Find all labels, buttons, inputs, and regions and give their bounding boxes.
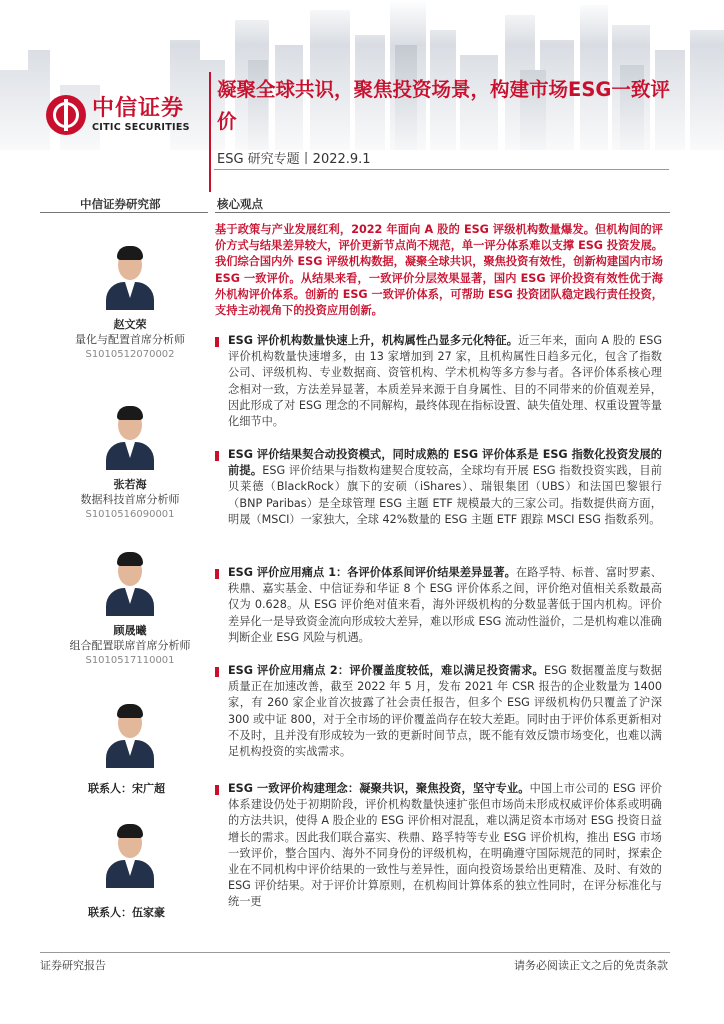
paragraph-text: 在路孚特、标普、富时罗素、秩鼎、嘉实基金、中信证券和华证 8 个 ESG 评价体系之间，评价绝对值相关系数最高仅为 0.628。从 ESG 评价绝对值来看，海外评级机构的分数显著低于国内机构。评价差异化一是导致资金流向形成较大差异，难以形成 ESG 流动性溢价，二是机构难以准确判断企业 ESG 风险与机遇。 (228, 566, 662, 644)
research-dept-heading: 中信证券研究部 (80, 197, 161, 211)
logo-english-text: CITIC SECURITIES (92, 122, 190, 133)
analyst-name: 赵文荣 (113, 318, 147, 331)
contact-photo (102, 698, 158, 768)
analyst-card (60, 400, 200, 520)
header-rule (214, 169, 669, 170)
paragraph-text: 近三年来，面向 A 股的 ESG 评价机构数量快速增多，由 13 家增加到 27 家，且机构属性日趋多元化，包含了指数公司、评级机构、专业数据商、资管机构、学术机构等多方参与者。各评价体系核心理念相对一致，方法差异显著，本质差异来源于自身属性、目的不同带来的价值观差异，因此形成了对 ESG 理念的不同解构，最终体现在指标设置、缺失值处理、权重设置等量化细节中。 (228, 334, 662, 429)
analyst-card (60, 546, 200, 666)
main-heading-rule (215, 212, 670, 213)
core-view-heading: 核心观点 (217, 197, 263, 211)
analyst-card (60, 240, 200, 360)
paragraph-lead: ESG 评价应用痛点 1：各评价体系间评价结果差异显著。 (228, 566, 516, 579)
contact-photo-card (60, 698, 200, 768)
analyst-role: 量化与配置首席分析师 (75, 333, 185, 346)
paragraph-text: ESG 评价结果与指数构建契合度较高，全球均有开展 ESG 指数投资实践，目前贝莱德（BlackRock）旗下的安硕（iShares）、瑞银集团（UBS）和法国巴黎银行（BNP Paribas）是全球管理 ESG 主题 ETF 规模最大的三家公司。指数提供商方面，明晟（MSCI）一家独大，全球 42%数量的 ESG 主题 ETF 跟踪 MSCI ESG 指数系列。 (228, 464, 662, 526)
contact-photo (102, 818, 158, 888)
paragraph-lead: ESG 评价结果契合动投资模式，同时成熟的 ESG 评价体系是 ESG 指数化投资发展的前提。 (228, 448, 662, 478)
bullet-marker (215, 451, 219, 461)
footer-rule (40, 952, 670, 953)
logo-chinese-text: 中信证券 (92, 96, 185, 121)
bullet-marker (215, 337, 219, 347)
analyst-photo (102, 546, 158, 616)
sidebar-heading-rule (40, 212, 208, 213)
citic-emblem-icon (46, 95, 86, 135)
body-paragraph-4 (228, 663, 662, 760)
contact-name: 联系人：宋广超 (88, 782, 165, 795)
paragraph-text: 中国上市公司的 ESG 评价体系建设仍处于初期阶段，评价机构数量快速扩张但市场尚未形成权威评价体系或明确的方法共识，使得 A 股企业的 ESG 评价相对混乱，难以满足资本市场对 ESG 投资日益增长的需求。因此我们联合嘉实、秩鼎、路孚特等专业 ESG 评价机构，推出 ESG 市场一致评价，整合国内、海外不同身份的评级机构，在明确遵守国际规范的同时，探索企业在不同机构中评价结果的一致性与差异性，面向投资场景给出更精准、及时、有效的 ESG 评价结果。对于评价计算原则，在机构间计算体系的独立性同时，在评分标准化与统一更 (228, 782, 663, 909)
paragraph-lead: ESG 评价机构数量快速上升，机构属性凸显多元化特征。 (228, 334, 519, 347)
analyst-photo (102, 240, 158, 310)
report-title: 凝聚全球共识，聚焦投资场景，构建市场ESG一致评价 (217, 78, 670, 133)
analyst-name: 张若海 (113, 478, 147, 491)
contact-photo-card (60, 818, 200, 888)
analyst-role: 数据科技首席分析师 (80, 493, 180, 506)
paragraph-lead: ESG 评价应用痛点 2：评价覆盖度较低，难以满足投资需求。 (228, 664, 544, 677)
body-paragraph-2 (228, 447, 662, 528)
analyst-id: S1010516090001 (85, 509, 175, 520)
bullet-marker (215, 785, 219, 795)
report-subtitle: ESG 研究专题丨2022.9.1 (217, 152, 371, 167)
citic-logo (46, 95, 190, 135)
bullet-marker (215, 569, 219, 579)
footer-disclaimer: 请务必阅读正文之后的免责条款 (514, 959, 668, 972)
summary-paragraph: 基于政策与产业发展红利，2022 年面向 A 股的 ESG 评级机构数量爆发。但机构间的评价方式与结果差异较大，评价更新节点尚不规范，单一评分体系难以支撑 ESG 投资发展。我们综合国内外 ESG 评级机构数据，凝聚全球共识，聚焦投资有效性，创新构建国内市场 ESG 一致评价。从结果来看，一致评价分层效果显著，国内 ESG 评价投资有效性优于海外机构评价体系。创新的 ESG 一致评价体系，可帮助 ESG 投资团队稳定践行责任投资，支持主动视角下的投资应用创新。 (215, 223, 663, 318)
analyst-id: S1010517110001 (85, 655, 175, 666)
paragraph-lead: ESG 一致评价构建理念：凝聚共识，聚焦投资，坚守专业。 (228, 782, 530, 795)
analyst-photo (102, 400, 158, 470)
body-paragraph-1 (228, 333, 662, 430)
analyst-id: S1010512070002 (85, 349, 175, 360)
contact-name: 联系人：伍家豪 (88, 906, 165, 919)
body-paragraph-5 (228, 781, 662, 911)
title-divider (209, 72, 211, 192)
analyst-name: 顾晟曦 (113, 624, 147, 637)
footer-report-type: 证券研究报告 (40, 959, 106, 972)
body-paragraph-3 (228, 565, 662, 646)
analyst-role: 组合配置联席首席分析师 (69, 639, 191, 652)
paragraph-text: ESG 数据覆盖度与数据质量正在加速改善，截至 2022 年 5 月，发布 2021 年 CSR 报告的企业数量为 1400 家，有 260 家企业首次披露了社会责任报告，但多个 ESG 评级机构仍只覆盖了沪深 300 或中证 800，对于全市场的评价覆盖尚存在较大差距。同时由于评价体系更新相对不及时，且并没有形成较为一致的更新时间节点，既不能有效反馈市场变化，也难以满足机构投资的实战需求。 (228, 664, 662, 759)
bullet-marker (215, 667, 219, 677)
